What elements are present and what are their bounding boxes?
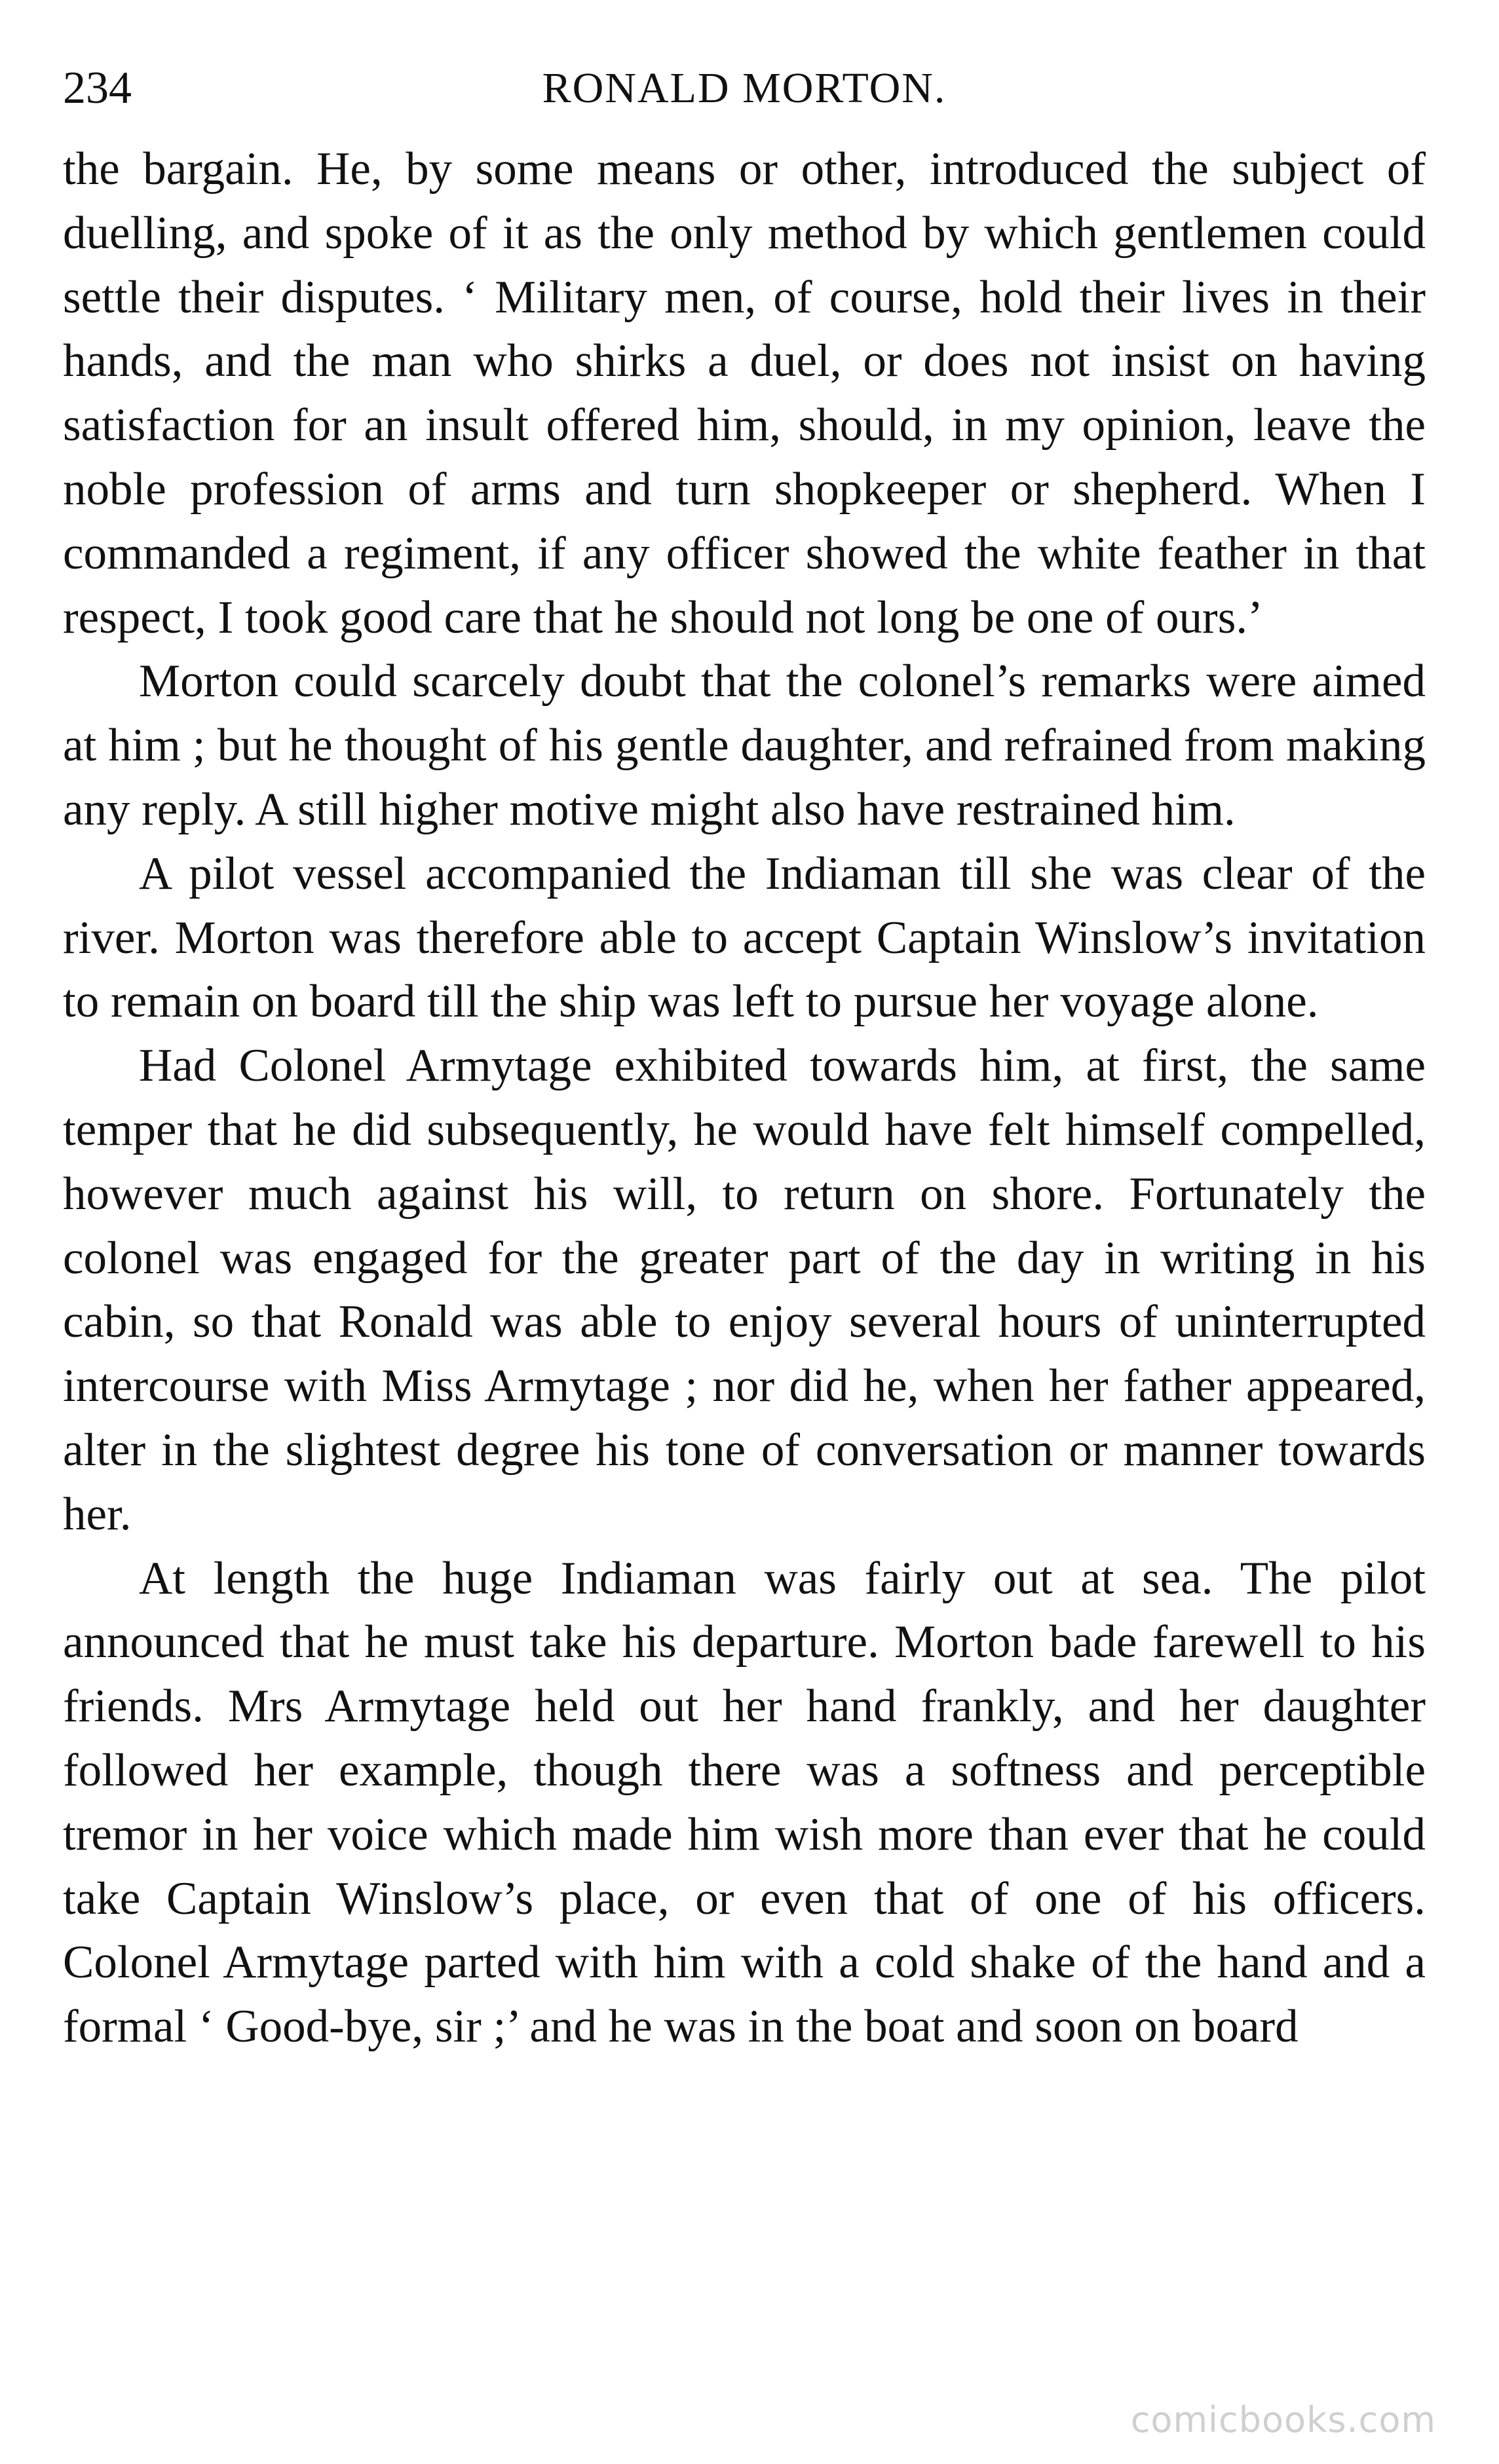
running-title: RONALD MORTON. <box>542 64 947 112</box>
body-text <box>63 138 1426 2059</box>
paragraph: the bargain. He, by some means or other, introduced the subject of duelling, and spoke of it as the only method by which gentlemen could settle their disputes. ‘ Military men, of course, hold their lives in their hands, and the man who shirks a duel, or does not insist on having satisfaction for an insult offered him, should, in my opinion, leave the noble profession of arms and turn shopkeeper or shepherd. When I commanded a regiment, if any officer showed the white feather in that respect, I took good care that he should not long be one of ours.’ <box>63 143 1426 643</box>
page-number: 234 <box>63 63 132 113</box>
paragraph: Morton could scarcely doubt that the colonel’s remarks were aimed at him ; but he thought of his gentle daughter, and refrained from making any reply. A still higher motive might also have restrained him. <box>63 656 1426 835</box>
paragraph: Had Colonel Armytage exhibited towards him, at first, the same temper that he did subsequently, he would have felt himself compelled, however much against his will, to return on shore. Fortunately the colonel was engaged for the greater part of the day in writing in his cabin, so that Ronald was able to enjoy several hours of uninterrupted intercourse with Miss Armytage ; nor did he, when her father appeared, alter in the slightest degree his tone of conversation or manner towards her. <box>63 1040 1426 1540</box>
watermark: comicbooks.com <box>1130 2399 1436 2440</box>
paragraph: A pilot vessel accompanied the Indiaman till she was clear of the river. Morton was therefore able to accept Captain Winslow’s invitation to remain on board till the ship was left to pursue her voyage alone. <box>63 848 1426 1028</box>
paragraph: At length the huge Indiaman was fairly out at sea. The pilot announced that he must take his departure. Morton bade farewell to his friends. Mrs Armytage held out her hand frankly, and her daughter followed her example, though there was a softness and perceptible tremor in her voice which made him wish more than ever that he could take Captain Winslow’s place, or even that of one of his officers. Colonel Armytage parted with him with a cold shake of the hand and a formal ‘ Good-bye, sir ;’ and he was in the boat and soon on board <box>63 1552 1426 2053</box>
page-content <box>63 39 1426 2423</box>
running-header <box>63 39 1426 138</box>
